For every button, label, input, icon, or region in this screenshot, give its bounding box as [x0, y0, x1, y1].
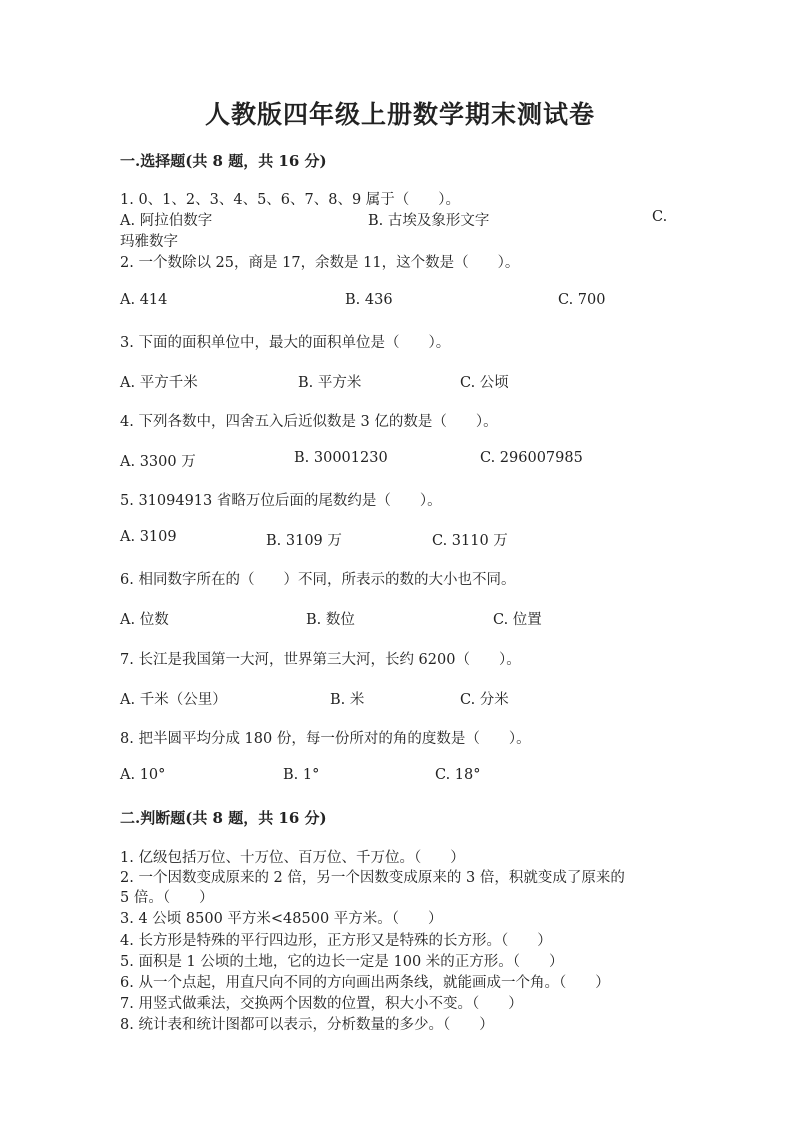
question-3-option-b: B. 平方米	[298, 375, 362, 391]
question-3-option-a: A. 平方千米	[120, 375, 198, 391]
question-2-option-a: A. 414	[120, 292, 168, 308]
question-4-option-a: A. 3300 万	[120, 454, 196, 470]
question-2-stem: 2. 一个数除以 25，商是 17，余数是 11，这个数是（ ）。	[120, 255, 520, 271]
question-1-option-c-text: 玛雅数字	[120, 234, 178, 250]
question-1-option-c: C.	[652, 209, 668, 225]
question-7-option-b: B. 米	[330, 692, 365, 708]
judgement-item-6: 6. 从一个点起，用直尺向不同的方向画出两条线，就能画成一个角。（ ）	[120, 975, 610, 991]
question-2-option-b: B. 436	[345, 292, 393, 308]
question-4-stem: 4. 下列各数中，四舍五入后近似数是 3 亿的数是（ ）。	[120, 414, 498, 430]
question-5-option-c: C. 3110 万	[432, 533, 508, 549]
question-3-option-c: C. 公顷	[460, 375, 509, 391]
judgement-item-5: 5. 面积是 1 公顷的土地，它的边长一定是 100 米的正方形。（ ）	[120, 954, 564, 970]
question-8-option-a: A. 10°	[120, 767, 166, 783]
judgement-item-4: 4. 长方形是特殊的平行四边形，正方形又是特殊的长方形。（ ）	[120, 933, 552, 949]
question-6-option-a: A. 位数	[120, 612, 169, 628]
question-1-stem: 1. 0、1、2、3、4、5、6、7、8、9 属于（ ）。	[120, 192, 461, 208]
judgement-item-2-cont: 5 倍。（ ）	[120, 890, 214, 906]
judgement-item-1: 1. 亿级包括万位、十万位、百万位、千万位。（ ）	[120, 850, 465, 866]
question-6-option-b: B. 数位	[306, 612, 355, 628]
question-3-stem: 3. 下面的面积单位中，最大的面积单位是（ ）。	[120, 335, 451, 351]
section-1-heading: 一.选择题(共 8 题，共 16 分)	[120, 152, 327, 170]
question-5-option-a: A. 3109	[120, 529, 177, 545]
question-7-stem: 7. 长江是我国第一大河，世界第三大河，长约 6200（ ）。	[120, 652, 521, 668]
page-title: 人教版四年级上册数学期末测试卷	[204, 100, 595, 129]
question-2-option-c: C. 700	[558, 292, 606, 308]
question-8-option-c: C. 18°	[435, 767, 481, 783]
judgement-item-8: 8. 统计表和统计图都可以表示，分析数量的多少。（ ）	[120, 1017, 494, 1033]
judgement-item-2: 2. 一个因数变成原来的 2 倍，另一个因数变成原来的 3 倍，积就变成了原来的	[120, 870, 625, 886]
judgement-item-3: 3. 4 公顷 8500 平方米<48500 平方米。（ ）	[120, 911, 443, 927]
question-7-option-a: A. 千米（公里）	[120, 692, 227, 708]
question-8-option-b: B. 1°	[283, 767, 320, 783]
question-7-option-c: C. 分米	[460, 692, 509, 708]
question-4-option-c: C. 296007985	[480, 450, 583, 466]
question-1-option-a: A. 阿拉伯数字	[120, 213, 213, 229]
section-2-heading: 二.判断题(共 8 题，共 16 分)	[120, 809, 327, 827]
question-4-option-b: B. 30001230	[294, 450, 388, 466]
question-1-option-b: B. 古埃及象形文字	[368, 213, 490, 229]
question-6-stem: 6. 相同数字所在的（ ）不同，所表示的数的大小也不同。	[120, 572, 516, 588]
question-5-option-b: B. 3109 万	[266, 533, 342, 549]
question-8-stem: 8. 把半圆平均分成 180 份，每一份所对的角的度数是（ ）。	[120, 731, 531, 747]
question-6-option-c: C. 位置	[493, 612, 542, 628]
judgement-item-7: 7. 用竖式做乘法，交换两个因数的位置，积大小不变。（ ）	[120, 996, 523, 1012]
question-5-stem: 5. 31094913 省略万位后面的尾数约是（ ）。	[120, 493, 442, 509]
